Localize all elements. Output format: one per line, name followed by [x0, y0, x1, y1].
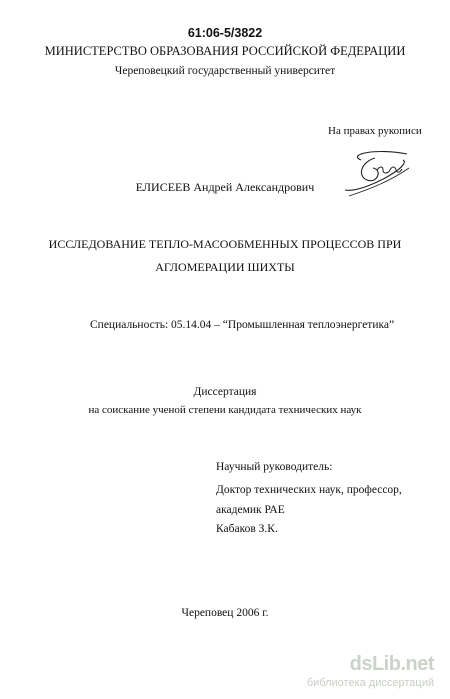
thesis-title-line-1: ИССЛЕДОВАНИЕ ТЕПЛО-МАСООБМЕННЫХ ПРОЦЕССОВ ПРИ	[48, 237, 402, 251]
watermark-logo: dsLib.net	[349, 653, 434, 675]
watermark-subtitle: библиотека диссертаций	[306, 677, 434, 689]
supervisor-title: академик РАЕ	[216, 504, 285, 516]
watermark	[307, 653, 434, 689]
specialty: Специальность: 05.14.04 – “Промышленная теплоэнергетика”	[90, 319, 395, 331]
supervisor-degree: Доктор технических наук, профессор,	[216, 484, 402, 496]
supervisor-name: Кабаков З.К.	[216, 523, 278, 535]
thesis-title-line-2: АГЛОМЕРАЦИИ ШИХТЫ	[155, 260, 295, 274]
university-name: Череповецкий государственный университет	[114, 65, 336, 77]
author-name: ЕЛИСЕЕВ Андрей Александрович	[135, 180, 315, 194]
degree-statement: на соискание ученой степени кандидата технических наук	[88, 404, 362, 416]
ministry-name: МИНИСТЕРСТВО ОБРАЗОВАНИЯ РОССИЙСКОЙ ФЕДЕРАЦИИ	[44, 44, 406, 58]
catalog-code: 61:06-5/3822	[187, 26, 263, 40]
city-year: Череповец 2006 г.	[181, 607, 269, 619]
dissertation-type: Диссертация	[193, 386, 257, 398]
supervisor-heading: Научный руководитель:	[216, 461, 333, 473]
manuscript-rights-label: На правах рукописи	[328, 125, 422, 137]
